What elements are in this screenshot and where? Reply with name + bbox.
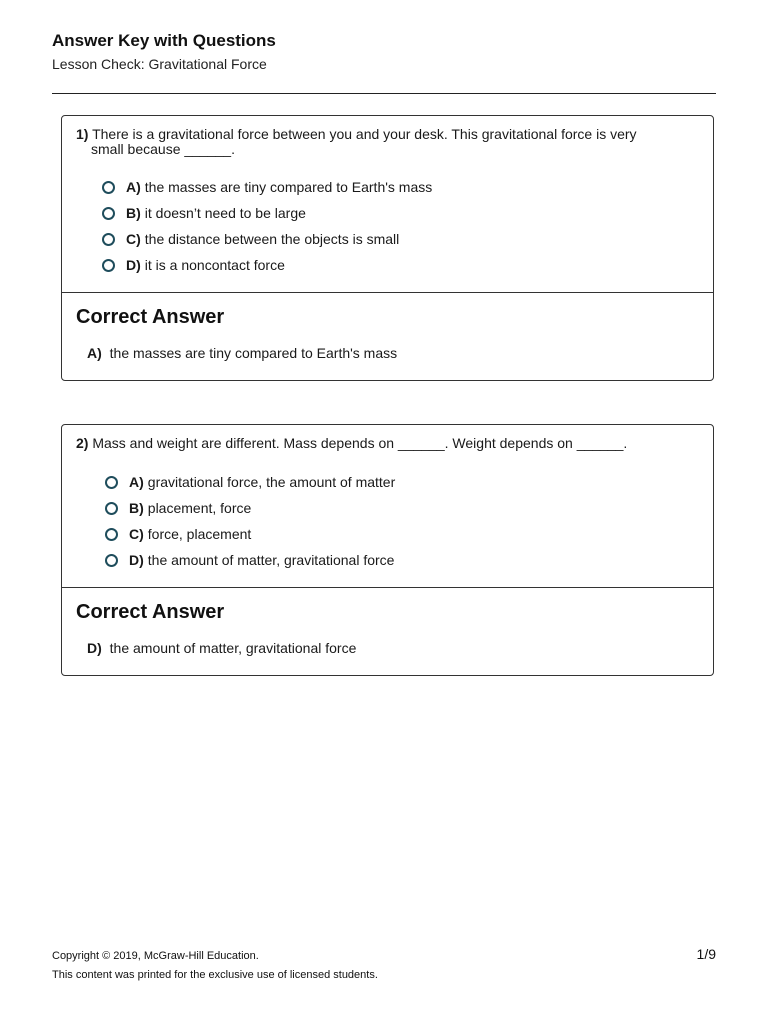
- radio-icon[interactable]: [105, 502, 118, 515]
- document-header: [52, 30, 716, 73]
- question-text: [76, 436, 696, 451]
- option-text: the distance between the objects is small: [144, 231, 400, 247]
- option-text: the amount of matter, gravitational force: [147, 552, 395, 568]
- correct-answer-value: the masses are tiny compared to Earth's mass: [109, 345, 398, 361]
- radio-icon[interactable]: [102, 207, 115, 220]
- question-text: [76, 127, 696, 157]
- question-text-line-1: There is a gravitational force between you and your desk. This gravitational force is very: [92, 126, 637, 142]
- option-b[interactable]: [105, 495, 395, 521]
- question-number: 1): [76, 126, 89, 142]
- question-card-2: [61, 424, 714, 676]
- radio-icon[interactable]: [102, 233, 115, 246]
- document-subtitle: Lesson Check: Gravitational Force: [52, 56, 267, 72]
- option-c[interactable]: [105, 521, 395, 547]
- question-card-1: [61, 115, 714, 381]
- footer-copyright: Copyright © 2019, McGraw-Hill Education.: [52, 950, 259, 962]
- correct-answer-letter: A): [87, 345, 102, 361]
- question-text-line-2: small because ______.: [91, 141, 235, 157]
- option-b[interactable]: [102, 200, 432, 226]
- option-letter: C): [126, 231, 141, 247]
- option-c[interactable]: [102, 226, 432, 252]
- option-letter: A): [129, 474, 144, 490]
- radio-icon[interactable]: [105, 476, 118, 489]
- option-text: force, placement: [147, 526, 252, 542]
- page-number: 1/9: [696, 946, 716, 962]
- correct-answer-text: [87, 345, 397, 361]
- question-area: [62, 116, 713, 293]
- correct-answer-heading: Correct Answer: [76, 601, 225, 623]
- option-letter: B): [129, 500, 144, 516]
- option-letter: C): [129, 526, 144, 542]
- answer-options: [105, 469, 395, 573]
- correct-answer-text: [87, 640, 356, 656]
- question-area: [62, 425, 713, 588]
- correct-answer-letter: D): [87, 640, 102, 656]
- option-a[interactable]: [105, 469, 395, 495]
- correct-answer-value: the amount of matter, gravitational force: [109, 640, 357, 656]
- radio-icon[interactable]: [102, 259, 115, 272]
- question-text-line-1: Mass and weight are different. Mass depends on ______. Weight depends on ______.: [92, 435, 628, 451]
- option-d[interactable]: [102, 252, 432, 278]
- option-text: it doesn’t need to be large: [144, 205, 306, 221]
- footer: [52, 947, 378, 985]
- correct-answer-heading: Correct Answer: [76, 306, 225, 328]
- option-text: gravitational force, the amount of matter: [147, 474, 396, 490]
- option-d[interactable]: [105, 547, 395, 573]
- radio-icon[interactable]: [105, 528, 118, 541]
- option-text: the masses are tiny compared to Earth's mass: [144, 179, 433, 195]
- document-title: Answer Key with Questions: [52, 31, 276, 50]
- option-letter: D): [129, 552, 144, 568]
- option-letter: A): [126, 179, 141, 195]
- header-divider: [52, 93, 716, 94]
- answer-options: [102, 174, 432, 278]
- option-text: it is a noncontact force: [144, 257, 285, 273]
- option-a[interactable]: [102, 174, 432, 200]
- option-letter: B): [126, 205, 141, 221]
- question-number: 2): [76, 435, 89, 451]
- option-text: placement, force: [147, 500, 252, 516]
- option-letter: D): [126, 257, 141, 273]
- footer-notice: This content was printed for the exclusive use of licensed students.: [52, 969, 378, 981]
- radio-icon[interactable]: [105, 554, 118, 567]
- radio-icon[interactable]: [102, 181, 115, 194]
